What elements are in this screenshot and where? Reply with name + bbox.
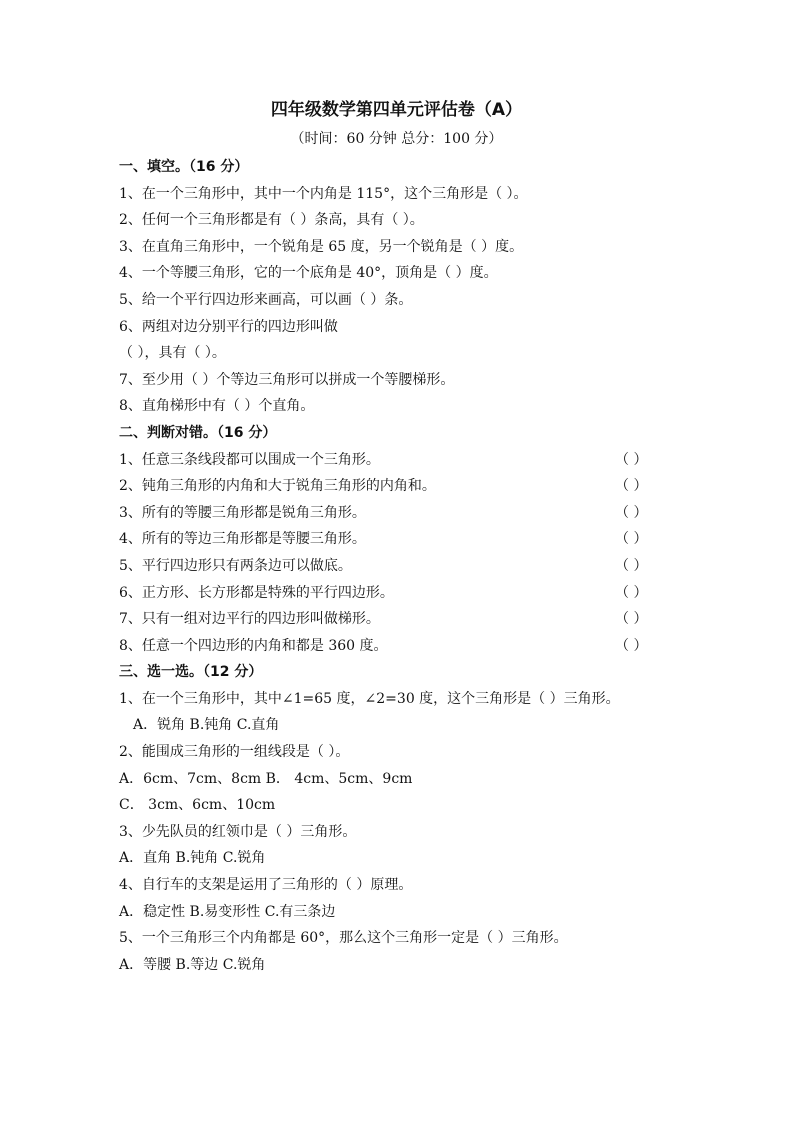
answer-parentheses: （ ）	[615, 611, 648, 628]
answer-parentheses: （ ）	[615, 451, 648, 468]
fill-question-6: 6、两组对边分别平行的四边形叫做	[119, 318, 338, 335]
choice-options-2b: C． 3cm、6cm、10cm	[119, 797, 276, 814]
judge-question-text: 4、所有的等边三角形都是等腰三角形。	[119, 531, 366, 548]
judge-question-2	[119, 473, 679, 500]
judge-question-8	[119, 633, 679, 660]
answer-parentheses: （ ）	[615, 504, 648, 521]
answer-parentheses: （ ）	[615, 478, 648, 495]
fill-question-6-continued: （ ），具有（ ）。	[119, 345, 226, 362]
fill-question-2: 2、任何一个三角形都是有（ ）条高，具有（ ）。	[119, 212, 424, 229]
choice-options-2a: A．6cm、7cm、8cm B． 4cm、5cm、9cm	[119, 770, 413, 787]
judge-question-6	[119, 580, 679, 607]
choice-question-4: 4、自行车的支架是运用了三角形的（ ）原理。	[119, 877, 413, 894]
choice-options-5: A．等腰 B.等边 C.锐角	[119, 956, 266, 973]
choice-options-3: A．直角 B.钝角 C.锐角	[119, 850, 266, 867]
choice-question-5: 5、一个三角形三个内角都是 60°，那么这个三角形一定是（ ）三角形。	[119, 930, 568, 947]
fill-question-8: 8、直角梯形中有（ ）个直角。	[119, 398, 315, 415]
choice-options-4: A．稳定性 B.易变形性 C.有三条边	[119, 903, 336, 920]
fill-question-7: 7、至少用（ ）个等边三角形可以拼成一个等腰梯形。	[119, 371, 455, 388]
answer-parentheses: （ ）	[615, 531, 648, 548]
judge-question-3	[119, 500, 679, 527]
choice-options-1: A．锐角 B.钝角 C.直角	[133, 717, 280, 734]
choice-question-3: 3、少先队员的红领巾是（ ）三角形。	[119, 823, 357, 840]
judge-question-text: 5、平行四边形只有两条边可以做底。	[119, 557, 352, 574]
judge-question-text: 2、钝角三角形的内角和大于锐角三角形的内角和。	[119, 478, 436, 495]
fill-question-5: 5、给一个平行四边形来画高，可以画（ ）条。	[119, 291, 413, 308]
exam-info: （时间：60 分钟 总分：100 分）	[290, 131, 503, 147]
judge-question-4	[119, 526, 679, 553]
answer-parentheses: （ ）	[615, 637, 648, 654]
choice-question-1: 1、在一个三角形中，其中∠1=65 度，∠2=30 度，这个三角形是（ ）三角形。	[119, 690, 620, 707]
judge-question-1	[119, 447, 679, 474]
judge-question-5	[119, 553, 679, 580]
fill-question-3: 3、在直角三角形中，一个锐角是 65 度，另一个锐角是（ ）度。	[119, 238, 524, 255]
fill-question-4: 4、一个等腰三角形，它的一个底角是 40°，顶角是（ ）度。	[119, 265, 498, 282]
section-heading-fill-blank: 一、填空。（16 分）	[119, 159, 249, 175]
exam-content	[119, 154, 679, 978]
judge-question-text: 3、所有的等腰三角形都是锐角三角形。	[119, 504, 366, 521]
section-heading-multiple-choice: 三、选一选。（12 分）	[119, 664, 263, 681]
section-heading-true-false: 二、判断对错。（16 分）	[119, 424, 277, 441]
page-title: 四年级数学第四单元评估卷（A）	[270, 100, 523, 120]
judge-question-7	[119, 606, 679, 633]
judge-question-text: 8、任意一个四边形的内角和都是 360 度。	[119, 637, 388, 654]
answer-parentheses: （ ）	[615, 584, 648, 601]
judge-question-text: 1、任意三条线段都可以围成一个三角形。	[119, 451, 380, 468]
answer-parentheses: （ ）	[615, 557, 648, 574]
fill-question-1: 1、在一个三角形中，其中一个内角是 115°，这个三角形是（ ）。	[119, 185, 528, 202]
choice-question-2: 2、能围成三角形的一组线段是（ ）。	[119, 744, 350, 761]
judge-question-text: 6、正方形、长方形都是特殊的平行四边形。	[119, 584, 394, 601]
judge-question-text: 7、只有一组对边平行的四边形叫做梯形。	[119, 611, 380, 628]
